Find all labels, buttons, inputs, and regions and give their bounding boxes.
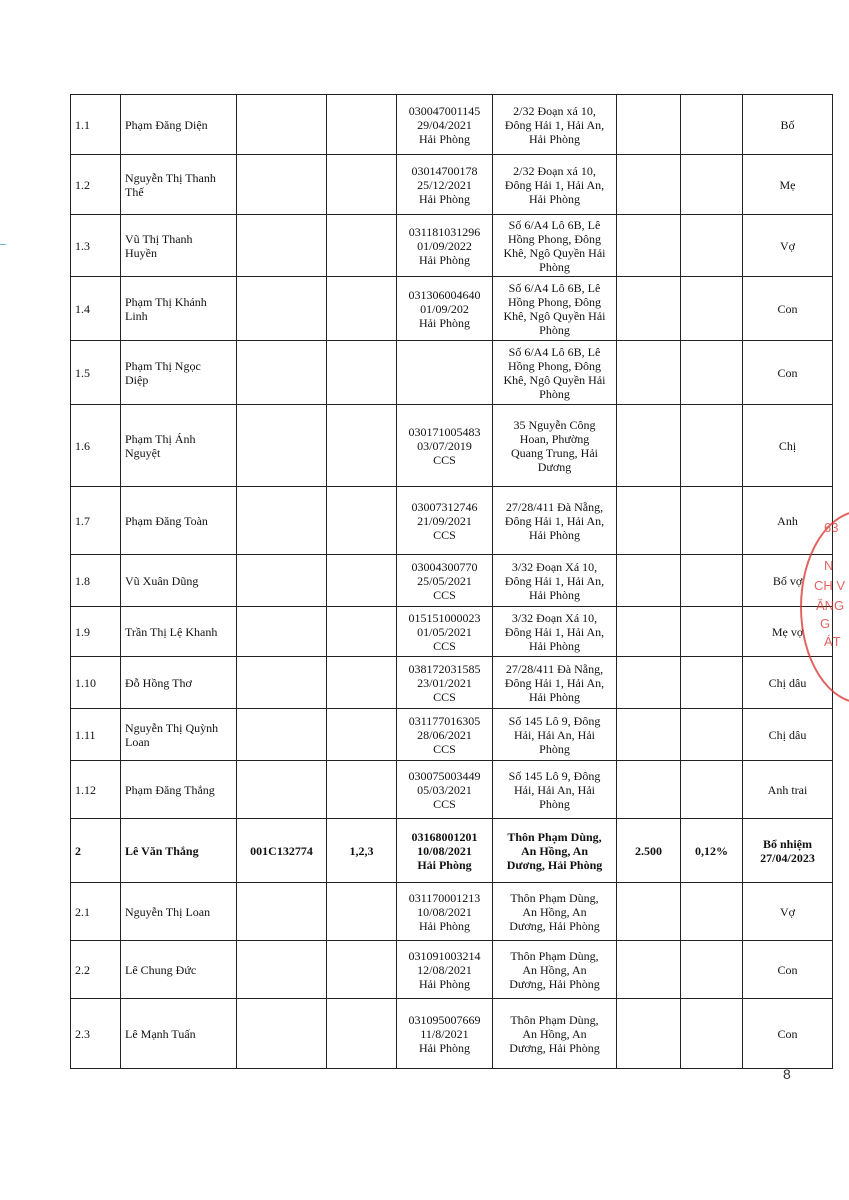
- cell-name: Phạm Đăng Diện: [121, 95, 237, 155]
- cell-id-info: 03168001201 10/08/2021 Hải Phòng: [397, 819, 493, 883]
- cell-name: Vũ Xuân Dũng: [121, 555, 237, 607]
- table-row: [71, 555, 833, 607]
- cell-address: 3/32 Đoạn Xá 10, Đông Hải 1, Hải An, Hải Phòng: [493, 555, 617, 607]
- cell-name: Lê Văn Thắng: [121, 819, 237, 883]
- cell-shares: [617, 405, 681, 487]
- cell-ratio: [681, 95, 743, 155]
- cell-note: Con: [743, 341, 833, 405]
- cell-note: Con: [743, 999, 833, 1069]
- table-row: [71, 607, 833, 657]
- cell-address: Số 6/A4 Lô 6B, Lê Hồng Phong, Đông Khê, Ngô Quyền Hải Phòng: [493, 215, 617, 277]
- cell-ratio: [681, 607, 743, 657]
- cell-address: 27/28/411 Đà Nẵng, Đông Hải 1, Hải An, Hải Phòng: [493, 657, 617, 709]
- cell-name: Lê Mạnh Tuấn: [121, 999, 237, 1069]
- cell-position: [327, 341, 397, 405]
- cell-ratio: [681, 341, 743, 405]
- cell-note: Bố: [743, 95, 833, 155]
- cell-ratio: [681, 761, 743, 819]
- cell-position: [327, 555, 397, 607]
- cell-address: Thôn Phạm Dùng, An Hồng, An Dương, Hải Phòng: [493, 999, 617, 1069]
- cell-position: [327, 277, 397, 341]
- table-row: [71, 709, 833, 761]
- cell-address: Số 6/A4 Lô 6B, Lê Hồng Phong, Đông Khê, Ngô Quyền Hải Phòng: [493, 277, 617, 341]
- cell-stt: 2.1: [71, 883, 121, 941]
- cell-stt: 1.8: [71, 555, 121, 607]
- table-body: [71, 95, 833, 1069]
- cell-id-info: 031181031296 01/09/2022 Hải Phòng: [397, 215, 493, 277]
- stamp-text: ÁT: [824, 634, 841, 649]
- cell-address: 2/32 Đoạn xá 10, Đông Hải 1, Hải An, Hải Phòng: [493, 95, 617, 155]
- cell-note: Vợ: [743, 883, 833, 941]
- cell-ratio: [681, 487, 743, 555]
- cell-note: Chị dâu: [743, 657, 833, 709]
- cell-address: 3/32 Đoạn Xá 10, Đông Hải 1, Hải An, Hải Phòng: [493, 607, 617, 657]
- cell-position: 1,2,3: [327, 819, 397, 883]
- table-row: [71, 341, 833, 405]
- cell-stt: 2: [71, 819, 121, 883]
- cell-note: Chị dâu: [743, 709, 833, 761]
- cell-position: [327, 761, 397, 819]
- cell-ratio: [681, 941, 743, 999]
- cell-name: Nguyễn Thị Thanh Thế: [121, 155, 237, 215]
- cell-shares: [617, 277, 681, 341]
- cell-address: Thôn Phạm Dùng, An Hồng, An Dương, Hải Phòng: [493, 819, 617, 883]
- cell-shares: [617, 941, 681, 999]
- cell-id-info: 031095007669 11/8/2021 Hải Phòng: [397, 999, 493, 1069]
- cell-name: Nguyễn Thị Quỳnh Loan: [121, 709, 237, 761]
- cell-ratio: [681, 215, 743, 277]
- cell-ratio: [681, 405, 743, 487]
- cell-position: [327, 405, 397, 487]
- cell-ratio: [681, 555, 743, 607]
- cell-address: Số 6/A4 Lô 6B, Lê Hồng Phong, Đông Khê, Ngô Quyền Hải Phòng: [493, 341, 617, 405]
- cell-ratio: [681, 999, 743, 1069]
- table-row: [71, 155, 833, 215]
- cell-account: [237, 277, 327, 341]
- cell-account: 001C132774: [237, 819, 327, 883]
- cell-position: [327, 607, 397, 657]
- cell-shares: [617, 657, 681, 709]
- cell-name: Phạm Đăng Toàn: [121, 487, 237, 555]
- cell-account: [237, 215, 327, 277]
- table-row: [71, 883, 833, 941]
- cell-position: [327, 999, 397, 1069]
- cell-address: 2/32 Đoạn xá 10, Đông Hải 1, Hải An, Hải Phòng: [493, 155, 617, 215]
- cell-shares: [617, 95, 681, 155]
- cell-id-info: 031306004640 01/09/202 Hải Phòng: [397, 277, 493, 341]
- cell-account: [237, 883, 327, 941]
- cell-account: [237, 657, 327, 709]
- cell-stt: 1.9: [71, 607, 121, 657]
- cell-stt: 1.7: [71, 487, 121, 555]
- cell-address: Thôn Phạm Dùng, An Hồng, An Dương, Hải Phòng: [493, 941, 617, 999]
- cell-ratio: 0,12%: [681, 819, 743, 883]
- cell-ratio: [681, 277, 743, 341]
- stamp-text: N: [824, 558, 834, 573]
- cell-stt: 1.1: [71, 95, 121, 155]
- cell-stt: 1.4: [71, 277, 121, 341]
- cell-account: [237, 487, 327, 555]
- cell-stt: 1.12: [71, 761, 121, 819]
- cell-note: Anh trai: [743, 761, 833, 819]
- table-row: [71, 941, 833, 999]
- cell-shares: [617, 709, 681, 761]
- cell-stt: 1.6: [71, 405, 121, 487]
- scan-edge-mark: [0, 244, 6, 245]
- cell-position: [327, 883, 397, 941]
- cell-account: [237, 761, 327, 819]
- cell-id-info: 030075003449 05/03/2021 CCS: [397, 761, 493, 819]
- cell-id-info: 03004300770 25/05/2021 CCS: [397, 555, 493, 607]
- cell-id-info: 031091003214 12/08/2021 Hải Phòng: [397, 941, 493, 999]
- cell-address: Thôn Phạm Dùng, An Hồng, An Dương, Hải Phòng: [493, 883, 617, 941]
- cell-ratio: [681, 657, 743, 709]
- cell-name: Trần Thị Lệ Khanh: [121, 607, 237, 657]
- cell-shares: [617, 999, 681, 1069]
- table-row: [71, 657, 833, 709]
- cell-stt: 1.3: [71, 215, 121, 277]
- page-number: 8: [783, 1066, 791, 1082]
- cell-account: [237, 405, 327, 487]
- cell-name: Nguyễn Thị Loan: [121, 883, 237, 941]
- cell-shares: [617, 215, 681, 277]
- cell-position: [327, 215, 397, 277]
- cell-shares: [617, 607, 681, 657]
- cell-stt: 2.3: [71, 999, 121, 1069]
- cell-name: Đỗ Hồng Thơ: [121, 657, 237, 709]
- cell-address: Số 145 Lô 9, Đông Hải, Hải An, Hải Phòng: [493, 761, 617, 819]
- cell-id-info: 031170001213 10/08/2021 Hải Phòng: [397, 883, 493, 941]
- cell-shares: [617, 555, 681, 607]
- cell-account: [237, 555, 327, 607]
- cell-position: [327, 709, 397, 761]
- cell-name: Phạm Thị Khánh Linh: [121, 277, 237, 341]
- cell-ratio: [681, 155, 743, 215]
- cell-shares: [617, 155, 681, 215]
- cell-stt: 1.10: [71, 657, 121, 709]
- stamp-text: CH V: [814, 578, 846, 593]
- cell-id-info: 030171005483 03/07/2019 CCS: [397, 405, 493, 487]
- cell-shares: [617, 487, 681, 555]
- table-row: [71, 95, 833, 155]
- cell-position: [327, 657, 397, 709]
- cell-address: 35 Nguyễn Công Hoan, Phường Quang Trung, Hải Dương: [493, 405, 617, 487]
- cell-stt: 1.11: [71, 709, 121, 761]
- cell-address: Số 145 Lô 9, Đông Hải, Hải An, Hải Phòng: [493, 709, 617, 761]
- stamp-text: ĂNG: [816, 598, 845, 613]
- cell-id-info: 015151000023 01/05/2021 CCS: [397, 607, 493, 657]
- cell-id-info: 03014700178 25/12/2021 Hải Phòng: [397, 155, 493, 215]
- table-row: [71, 405, 833, 487]
- cell-account: [237, 607, 327, 657]
- cell-account: [237, 155, 327, 215]
- cell-note: Con: [743, 277, 833, 341]
- cell-id-info: 038172031585 23/01/2021 CCS: [397, 657, 493, 709]
- cell-name: Lê Chung Đức: [121, 941, 237, 999]
- cell-position: [327, 487, 397, 555]
- table-row: [71, 277, 833, 341]
- cell-note: Con: [743, 941, 833, 999]
- table-row: [71, 999, 833, 1069]
- cell-id-info: [397, 341, 493, 405]
- cell-id-info: 03007312746 21/09/2021 CCS: [397, 487, 493, 555]
- cell-note: Mẹ: [743, 155, 833, 215]
- cell-note: Bổ nhiệm 27/04/2023: [743, 819, 833, 883]
- cell-account: [237, 941, 327, 999]
- cell-account: [237, 999, 327, 1069]
- table-row: [71, 761, 833, 819]
- cell-name: Phạm Thị Ngọc Diệp: [121, 341, 237, 405]
- cell-note: Bố vợ: [743, 555, 833, 607]
- cell-account: [237, 95, 327, 155]
- related-persons-table: [70, 94, 833, 1069]
- cell-name: Vũ Thị Thanh Huyền: [121, 215, 237, 277]
- table-row: [71, 819, 833, 883]
- cell-stt: 2.2: [71, 941, 121, 999]
- cell-position: [327, 155, 397, 215]
- cell-name: Phạm Thị Ánh Nguyệt: [121, 405, 237, 487]
- cell-note: Vợ: [743, 215, 833, 277]
- cell-ratio: [681, 883, 743, 941]
- cell-name: Phạm Đăng Thắng: [121, 761, 237, 819]
- cell-position: [327, 941, 397, 999]
- cell-id-info: 031177016305 28/06/2021 CCS: [397, 709, 493, 761]
- cell-ratio: [681, 709, 743, 761]
- stamp-text: 63: [824, 520, 839, 535]
- cell-note: Mẹ vợ: [743, 607, 833, 657]
- table-row: [71, 487, 833, 555]
- cell-address: 27/28/411 Đà Nẵng, Đông Hải 1, Hải An, Hải Phòng: [493, 487, 617, 555]
- stamp-text: G: [820, 616, 831, 631]
- cell-note: Chị: [743, 405, 833, 487]
- cell-position: [327, 95, 397, 155]
- cell-shares: [617, 883, 681, 941]
- cell-stt: 1.5: [71, 341, 121, 405]
- cell-shares: [617, 341, 681, 405]
- table-row: [71, 215, 833, 277]
- cell-note: Anh: [743, 487, 833, 555]
- cell-shares: [617, 761, 681, 819]
- cell-shares: 2.500: [617, 819, 681, 883]
- cell-account: [237, 341, 327, 405]
- cell-id-info: 030047001145 29/04/2021 Hải Phòng: [397, 95, 493, 155]
- cell-stt: 1.2: [71, 155, 121, 215]
- cell-account: [237, 709, 327, 761]
